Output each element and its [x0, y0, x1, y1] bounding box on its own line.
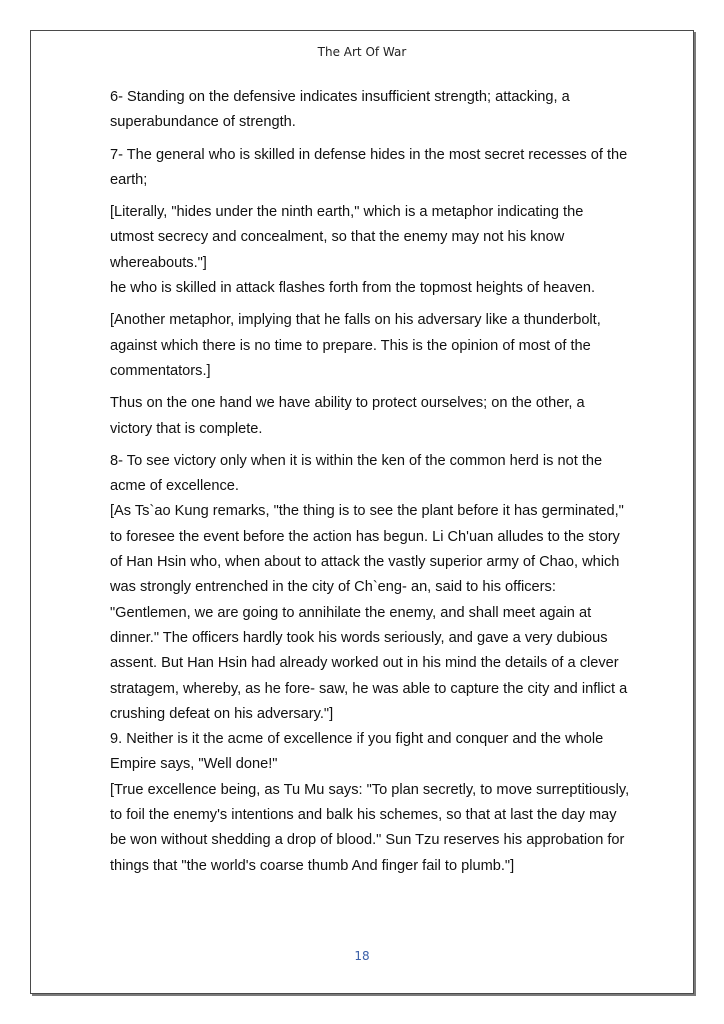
- body-text: [110, 85, 630, 879]
- paragraph-7-continued: he who is skilled in attack flashes forth from the topmost heights of heaven.: [110, 280, 596, 297]
- commentary-ts-ao-kung: [As Ts`ao Kung remarks, "the thing is to see the plant before it has germinated," to foresee the event before the action has begun. Li Ch'uan alludes to the story of Han Hsin who, when about to attack the vastly superior army of Chao, which was strongly entrenched in the city of Ch`eng- an, said to his officers: "Gentlemen, we are going to annihilate the enemy, and shall meet again at dinner." The officers hardly took his words seriously, and gave a very dubious assent. But Han Hsin had already worked out in his mind the details of a clever stratagem, whereby, as he fore- saw, he was able to capture the city and inflict a crushing defeat on his adversary."]: [110, 503, 628, 722]
- commentary-metaphor: [Another metaphor, implying that he falls on his adversary like a thunderbolt, against which there is no time to prepare. This is the opinion of most of the commentators.]: [110, 312, 601, 379]
- page-number: 18: [354, 949, 370, 963]
- paragraph-9: 9. Neither is it the acme of excellence if you fight and conquer and the whole Empire says, "Well done!": [110, 731, 604, 773]
- paragraph-thus: Thus on the one hand we have ability to protect ourselves; on the other, a victory that is complete.: [110, 395, 585, 437]
- paragraph-6: 6- Standing on the defensive indicates insufficient strength; attacking, a superabundance of strength.: [110, 89, 570, 131]
- paragraph-7: 7- The general who is skilled in defense hides in the most secret recesses of the earth;: [110, 146, 628, 188]
- paragraph-8: 8- To see victory only when it is within the ken of the common herd is not the acme of excellence.: [110, 452, 603, 495]
- commentary-tu-mu: [True excellence being, as Tu Mu says: "To plan secretly, to move surreptitiously, to foil the enemy's intentions and balk his schemes, so that at last the day may be won without shedding a drop of blood." Sun Tzu reserves his approbation for things that "the world's coarse thumb And finger fail to plumb."]: [110, 781, 630, 874]
- running-header: The Art Of War: [317, 45, 407, 59]
- commentary-ninth-earth: [Literally, "hides under the ninth earth," which is a metaphor indicating the utmost secrecy and concealment, so that the enemy may not his know whereabouts."]: [110, 204, 584, 271]
- document-page: [30, 30, 694, 994]
